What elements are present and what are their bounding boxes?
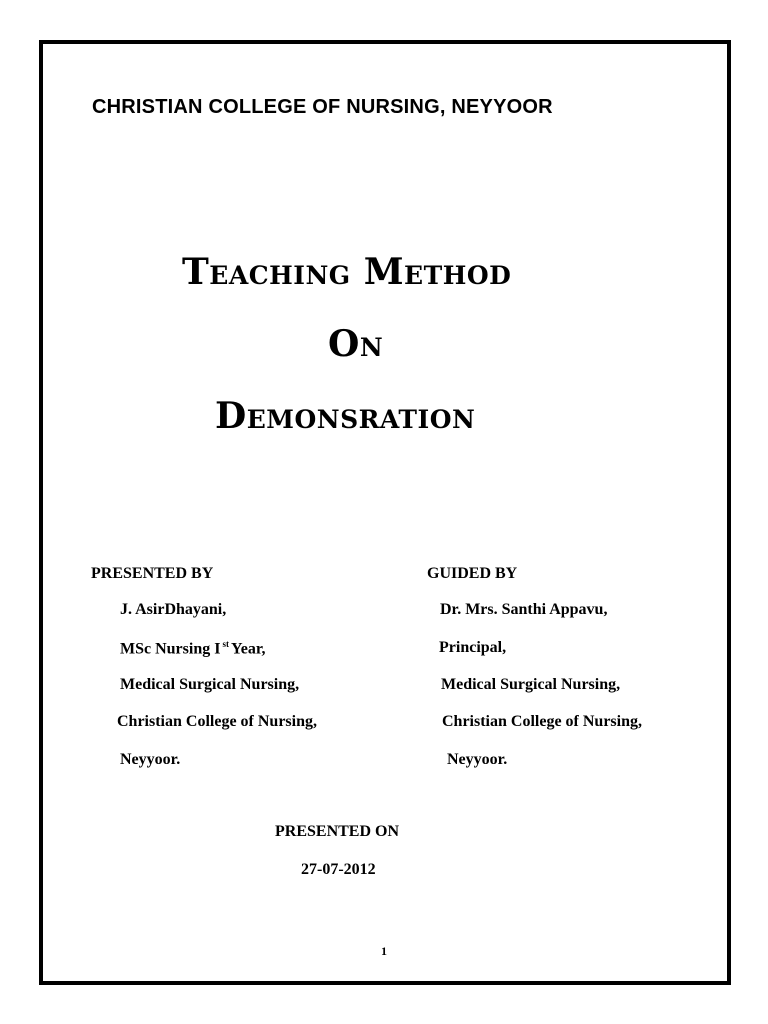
- college-name: CHRISTIAN COLLEGE OF NURSING, NEYYOOR: [92, 96, 553, 118]
- page-number: 1: [381, 944, 387, 958]
- presented-by-heading: PRESENTED BY: [91, 565, 214, 582]
- presenter-institution: Christian College of Nursing,: [117, 713, 317, 730]
- guide-place: Neyyoor.: [447, 751, 508, 768]
- guide-institution: Christian College of Nursing,: [442, 713, 642, 730]
- presenter-course: [120, 639, 265, 658]
- title-line-1: Teaching Method: [182, 251, 512, 293]
- guide-name: Dr. Mrs. Santhi Appavu,: [440, 601, 608, 618]
- guide-designation: Principal,: [439, 639, 507, 656]
- presenter-department: Medical Surgical Nursing,: [120, 676, 300, 693]
- title-line-2: On: [328, 323, 384, 365]
- presenter-place: Neyyoor.: [120, 751, 181, 768]
- guided-by-heading: GUIDED BY: [427, 565, 518, 582]
- presenter-course-prefix: MSc Nursing I: [120, 640, 221, 658]
- presented-on-heading: PRESENTED ON: [275, 823, 400, 840]
- presented-on-date: 27-07-2012: [301, 861, 376, 878]
- guide-department: Medical Surgical Nursing,: [441, 676, 621, 693]
- presenter-course-suffix: Year,: [230, 640, 266, 658]
- page-border: [39, 40, 731, 985]
- presenter-course-sup: st: [222, 639, 229, 649]
- title-line-3: Demonsration: [215, 395, 476, 437]
- presenter-name: J. AsirDhayani,: [120, 601, 227, 618]
